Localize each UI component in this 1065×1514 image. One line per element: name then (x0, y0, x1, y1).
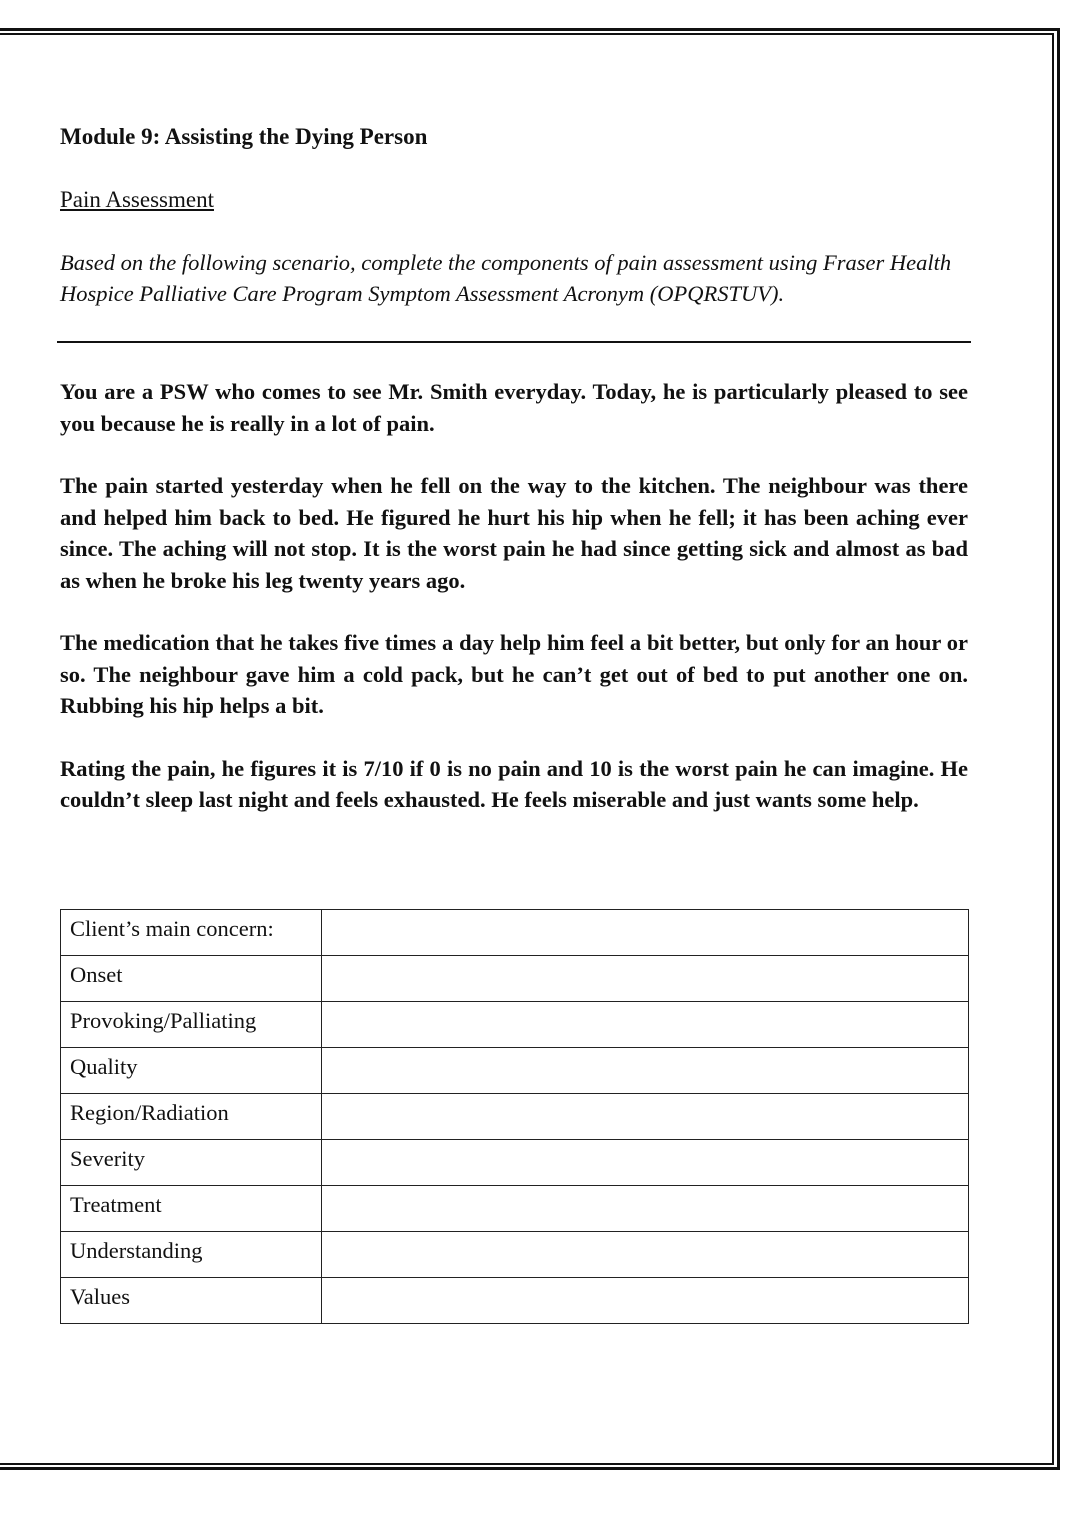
row-label: Values (61, 1278, 322, 1324)
section-title: Pain Assessment (60, 187, 214, 212)
table-row (61, 1140, 969, 1186)
table-row (61, 1186, 969, 1232)
scenario-paragraph: The pain started yesterday when he fell on the way to the kitchen. The neighbour was there and helped him back to bed. He figured he hurt his hip when he fell; it has been aching ever since. The aching will not stop. It is the worst pain he had since getting sick and almost as bad as when he broke his leg twenty years ago. (60, 473, 968, 593)
response-cell[interactable] (322, 1002, 969, 1048)
table-row (61, 1002, 969, 1048)
table-row (61, 1048, 969, 1094)
row-label: Region/Radiation (61, 1094, 322, 1140)
scenario-paragraph: Rating the pain, he figures it is 7/10 if 0 is no pain and 10 is the worst pain he can imagine. He couldn’t sleep last night and feels exhausted. He feels miserable and just wants some help. (60, 755, 968, 812)
instructions: Based on the following scenario, complete the components of pain assessment using Fraser Health Hospice Palliative Care Program Symptom Assessment Acronym (OPQRSTUV). (60, 250, 952, 306)
table-row (61, 910, 969, 956)
table-row (61, 1278, 969, 1324)
row-label: Provoking/Palliating (61, 1002, 322, 1048)
row-label: Client’s main concern: (61, 910, 322, 956)
row-label: Severity (61, 1140, 322, 1186)
response-cell[interactable] (322, 1278, 969, 1324)
scenario-paragraph: The medication that he takes five times a day help him feel a bit better, but only for an hour or so. The neighbour gave him a cold pack, but he can’t get out of bed to put another one on. Rubbing his hip helps a bit. (60, 630, 968, 718)
response-cell[interactable] (322, 956, 969, 1002)
response-cell[interactable] (322, 1186, 969, 1232)
response-cell[interactable] (322, 1048, 969, 1094)
module-title: Module 9: Assisting the Dying Person (60, 124, 428, 149)
row-label: Quality (61, 1048, 322, 1094)
row-label: Treatment (61, 1186, 322, 1232)
response-cell[interactable] (322, 1094, 969, 1140)
document-content (60, 122, 968, 812)
row-label: Understanding (61, 1232, 322, 1278)
response-cell[interactable] (322, 1140, 969, 1186)
row-label: Onset (61, 956, 322, 1002)
pain-assessment-table (60, 909, 969, 1324)
scenario (60, 376, 968, 847)
table-row (61, 1094, 969, 1140)
table-row (61, 956, 969, 1002)
scenario-paragraph: You are a PSW who comes to see Mr. Smith everyday. Today, he is particularly pleased to see you because he is really in a lot of pain. (60, 379, 968, 436)
response-cell[interactable] (322, 910, 969, 956)
table-row (61, 1232, 969, 1278)
response-cell[interactable] (322, 1232, 969, 1278)
divider (57, 341, 971, 343)
